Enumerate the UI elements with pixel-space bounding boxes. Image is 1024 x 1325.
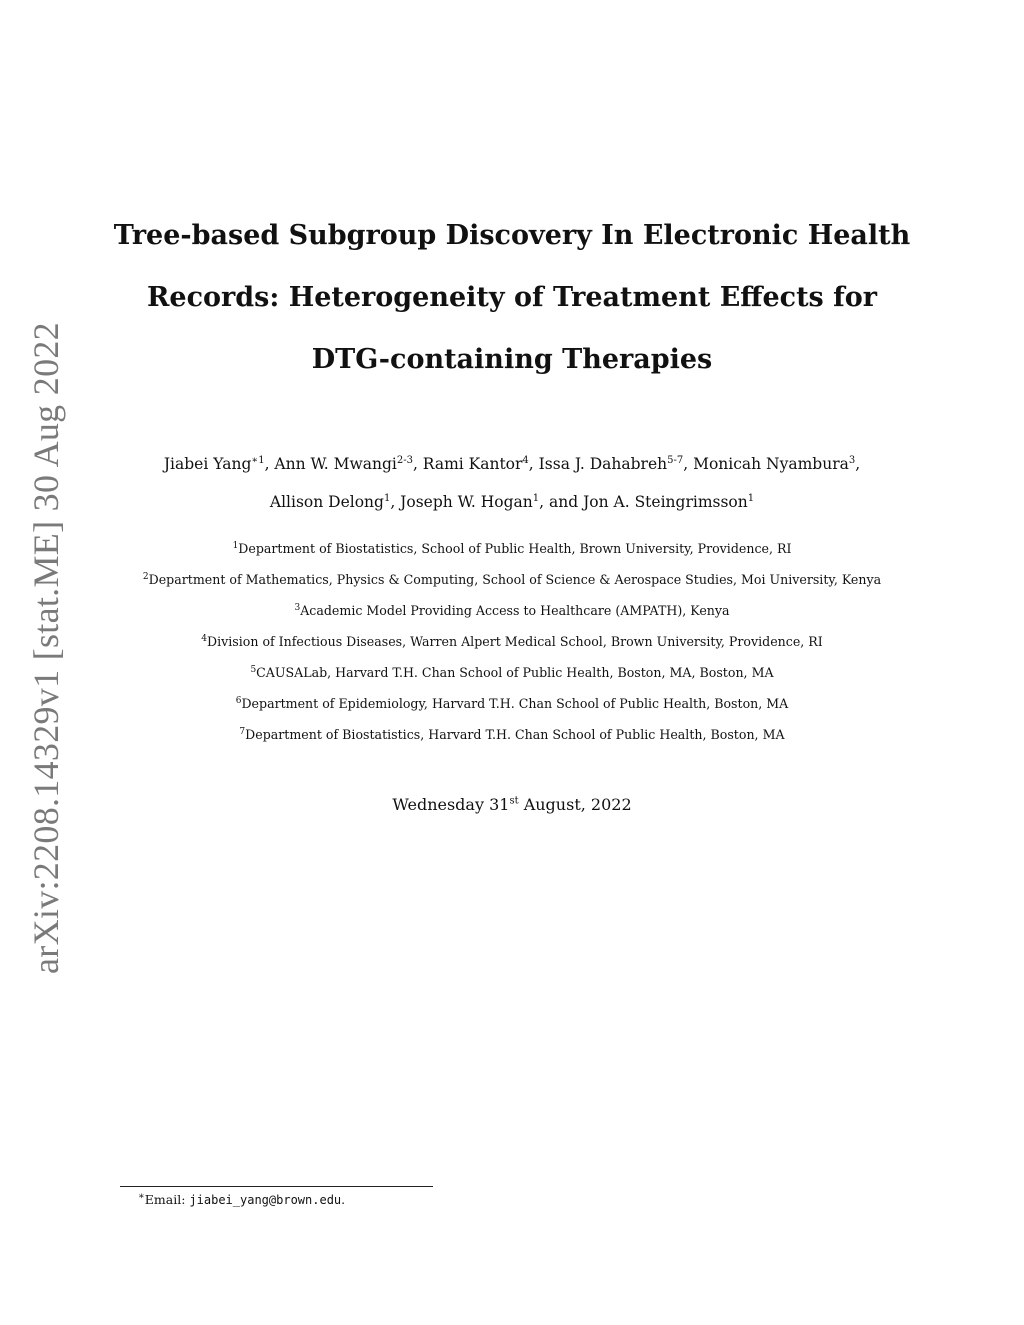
title-line: Tree-based Subgroup Discovery In Electronic Health <box>113 220 911 251</box>
author-affil-mark: 1 <box>383 492 391 504</box>
author-name: Jiabei Yang <box>163 455 252 473</box>
author-name: Rami Kantor <box>422 455 523 473</box>
arxiv-identifier <box>24 321 68 974</box>
author-name: Monicah Nyambura <box>693 455 849 473</box>
author-list <box>100 445 924 521</box>
affiliation-list <box>80 533 944 750</box>
affiliation: $^1$Department of Biostatistics, School of Public Health, Brown University, Providence, RI <box>232 540 792 556</box>
arxiv-identifier-text: arXiv:2208.14329v1 [stat.ME] 30 Aug 2022 <box>26 321 67 974</box>
affiliation: $^4$Division of Infectious Diseases, Warren Alpert Medical School, Brown University, Providence, RI <box>201 633 823 649</box>
affiliation: $^7$Department of Biostatistics, Harvard T.H. Chan School of Public Health, Boston, MA <box>239 726 785 742</box>
email-address: jiabei_yang@brown.edu <box>189 1193 342 1207</box>
author-affil-mark: 1 <box>532 492 540 504</box>
author-line: Allison Delong$^1$, Joseph W. Hogan$^1$, and Jon A. Steingrimsson$^1$ <box>269 492 755 511</box>
author-name: Joseph W. Hogan <box>400 493 533 511</box>
author-name: Issa J. Dahabreh <box>538 455 668 473</box>
author-name: Allison Delong <box>269 493 384 511</box>
author-name: Jon A. Steingrimsson <box>583 493 748 511</box>
affiliation: $^3$Academic Model Providing Access to Healthcare (AMPATH), Kenya <box>294 602 730 618</box>
paper-date: Wednesday 31st August, 2022 <box>392 795 632 814</box>
author-line: Jiabei Yang$^{∗1}$, Ann W. Mwangi$^{2-3}$, Rami Kantor$^4$, Issa J. Dahabreh$^{5-7}$, Monicah Nyambura$^3$, <box>163 454 861 473</box>
title-line: Records: Heterogeneity of Treatment Effects for <box>146 282 878 313</box>
title-line: DTG-containing Therapies <box>311 344 713 375</box>
author-name: Ann W. Mwangi <box>274 455 397 473</box>
author-affil-mark: ∗1 <box>251 454 265 466</box>
author-affil-mark: 5-7 <box>667 454 684 466</box>
author-affil-mark: 2-3 <box>396 454 413 466</box>
author-affil-mark: 3 <box>848 454 856 466</box>
author-affil-mark: 1 <box>747 492 755 504</box>
footnote-email: ∗Email: jiabei_yang@brown.edu. <box>138 1190 346 1207</box>
affiliation: $^5$CAUSALab, Harvard T.H. Chan School of Public Health, Boston, MA, Boston, MA <box>250 664 774 680</box>
footnote-divider <box>120 1186 433 1187</box>
affiliation: $^6$Department of Epidemiology, Harvard T.H. Chan School of Public Health, Boston, MA <box>235 695 789 711</box>
affiliation: $^2$Department of Mathematics, Physics & Computing, School of Science & Aerospace Studies, Moi University, Kenya <box>142 571 882 587</box>
paper-title <box>110 205 914 391</box>
author-affil-mark: 4 <box>522 454 529 466</box>
